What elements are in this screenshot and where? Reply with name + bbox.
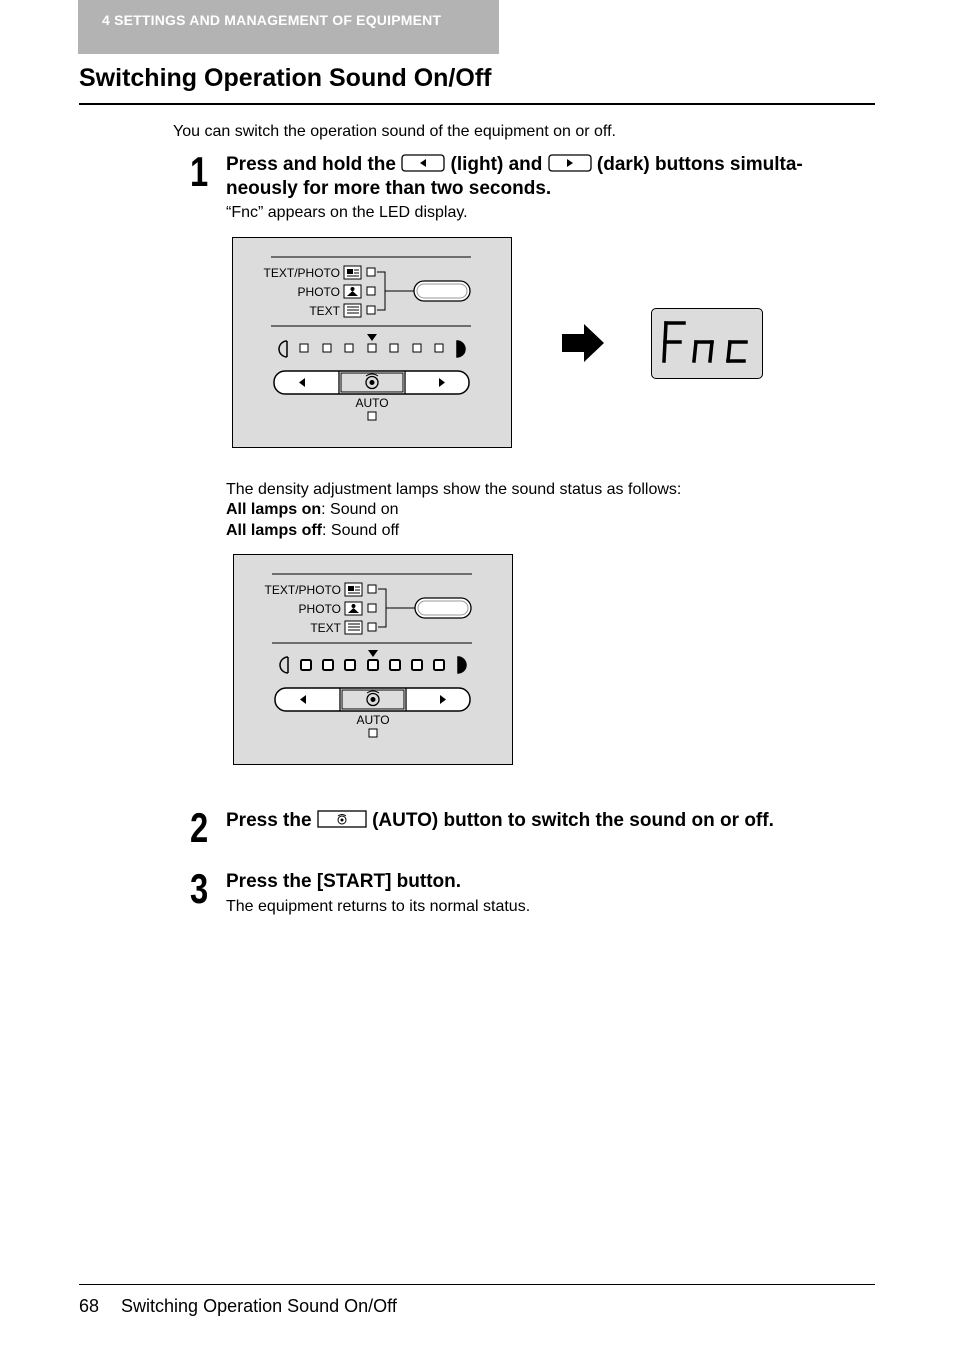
step-2-heading-part2: (AUTO) button to switch the sound on or off. (372, 810, 774, 831)
mode-label-text: TEXT (310, 621, 341, 635)
step-1-heading-part3: (dark) buttons simulta- (596, 154, 803, 175)
dark-density-icon (458, 657, 466, 673)
light-density-icon (280, 657, 288, 673)
mode-label-text-photo: TEXT/PHOTO (264, 583, 341, 597)
mode-label-text-photo: TEXT/PHOTO (263, 266, 340, 280)
status-intro: The density adjustment lamps show the sound status as follows: (226, 481, 682, 498)
right-arrow-icon (560, 322, 606, 364)
density-lamp-5 (390, 660, 400, 670)
density-lamp-5 (390, 344, 398, 352)
step-1-heading-part1: Press and hold the (226, 154, 396, 175)
dark-button-icon (548, 154, 592, 172)
footer (79, 1296, 397, 1317)
text-lamp (368, 623, 376, 631)
density-lamp-3 (345, 344, 353, 352)
step-2-heading-part1: Press the (226, 810, 312, 831)
step-1-heading (226, 153, 803, 201)
density-lamp-7 (435, 344, 443, 352)
led-display (651, 308, 763, 379)
step-3-heading: Press the [START] button. (226, 871, 462, 892)
step-2-heading (226, 809, 774, 833)
density-lamp-6 (413, 344, 421, 352)
density-lamp-4 (368, 660, 378, 670)
page-number: 68 (79, 1296, 100, 1316)
footer-title: Switching Operation Sound On/Off (121, 1296, 397, 1316)
led-fnc-segments (652, 309, 762, 378)
density-lamp-3 (345, 660, 355, 670)
density-lamp-6 (412, 660, 422, 670)
mode-label-photo: PHOTO (297, 285, 340, 299)
auto-label: AUTO (355, 396, 389, 410)
status-on-value: : Sound on (321, 501, 399, 518)
status-on-label: All lamps on (226, 501, 322, 518)
chapter-label: 4 SETTINGS AND MANAGEMENT OF EQUIPMENT (102, 12, 442, 28)
density-center-marker (367, 334, 377, 341)
text-photo-lamp (367, 268, 375, 276)
density-lamp-4 (368, 344, 376, 352)
status-on (226, 500, 399, 520)
mode-label-photo: PHOTO (298, 602, 341, 616)
step-1-heading-part2: (light) and (450, 154, 543, 175)
photo-lamp (368, 604, 376, 612)
step-3-note: The equipment returns to its normal status. (226, 898, 531, 915)
text-mode-icon (344, 304, 361, 317)
auto-button-icon (317, 810, 367, 828)
density-lamp-1 (300, 344, 308, 352)
status-off-label: All lamps off (226, 522, 323, 539)
photo-mode-icon (345, 602, 362, 615)
text-photo-mode-icon (345, 583, 362, 596)
light-density-icon (279, 341, 287, 357)
step-2-number: 2 (190, 804, 209, 851)
light-button-icon (401, 154, 445, 172)
status-off-value: : Sound off (322, 522, 400, 539)
page-title: Switching Operation Sound On/Off (79, 64, 492, 92)
auto-label: AUTO (356, 713, 390, 727)
status-off (226, 521, 399, 541)
step-3-number: 3 (190, 865, 209, 912)
step-1-number: 1 (190, 148, 209, 195)
density-lamp-1 (301, 660, 311, 670)
density-lamp-2 (323, 660, 333, 670)
control-panel-2 (233, 554, 513, 765)
dark-density-icon (457, 341, 465, 357)
title-divider (79, 103, 875, 105)
text-mode-icon (345, 621, 362, 634)
photo-mode-icon (344, 285, 361, 298)
density-center-marker (368, 650, 378, 657)
auto-lamp (369, 729, 377, 737)
text-photo-mode-icon (344, 266, 361, 279)
step-1-note: “Fnc” appears on the LED display. (226, 204, 468, 221)
auto-lamp (368, 412, 376, 420)
text-lamp (367, 306, 375, 314)
photo-lamp (367, 287, 375, 295)
footer-divider (79, 1284, 875, 1285)
density-lamp-7 (434, 660, 444, 670)
chapter-tab (78, 0, 499, 54)
intro-text: You can switch the operation sound of the equipment on or off. (173, 123, 616, 140)
text-photo-lamp (368, 585, 376, 593)
control-panel-1 (232, 237, 512, 448)
step-1-heading-line2: neously for more than two seconds. (226, 178, 552, 199)
mode-label-text: TEXT (309, 304, 340, 318)
density-lamp-2 (323, 344, 331, 352)
